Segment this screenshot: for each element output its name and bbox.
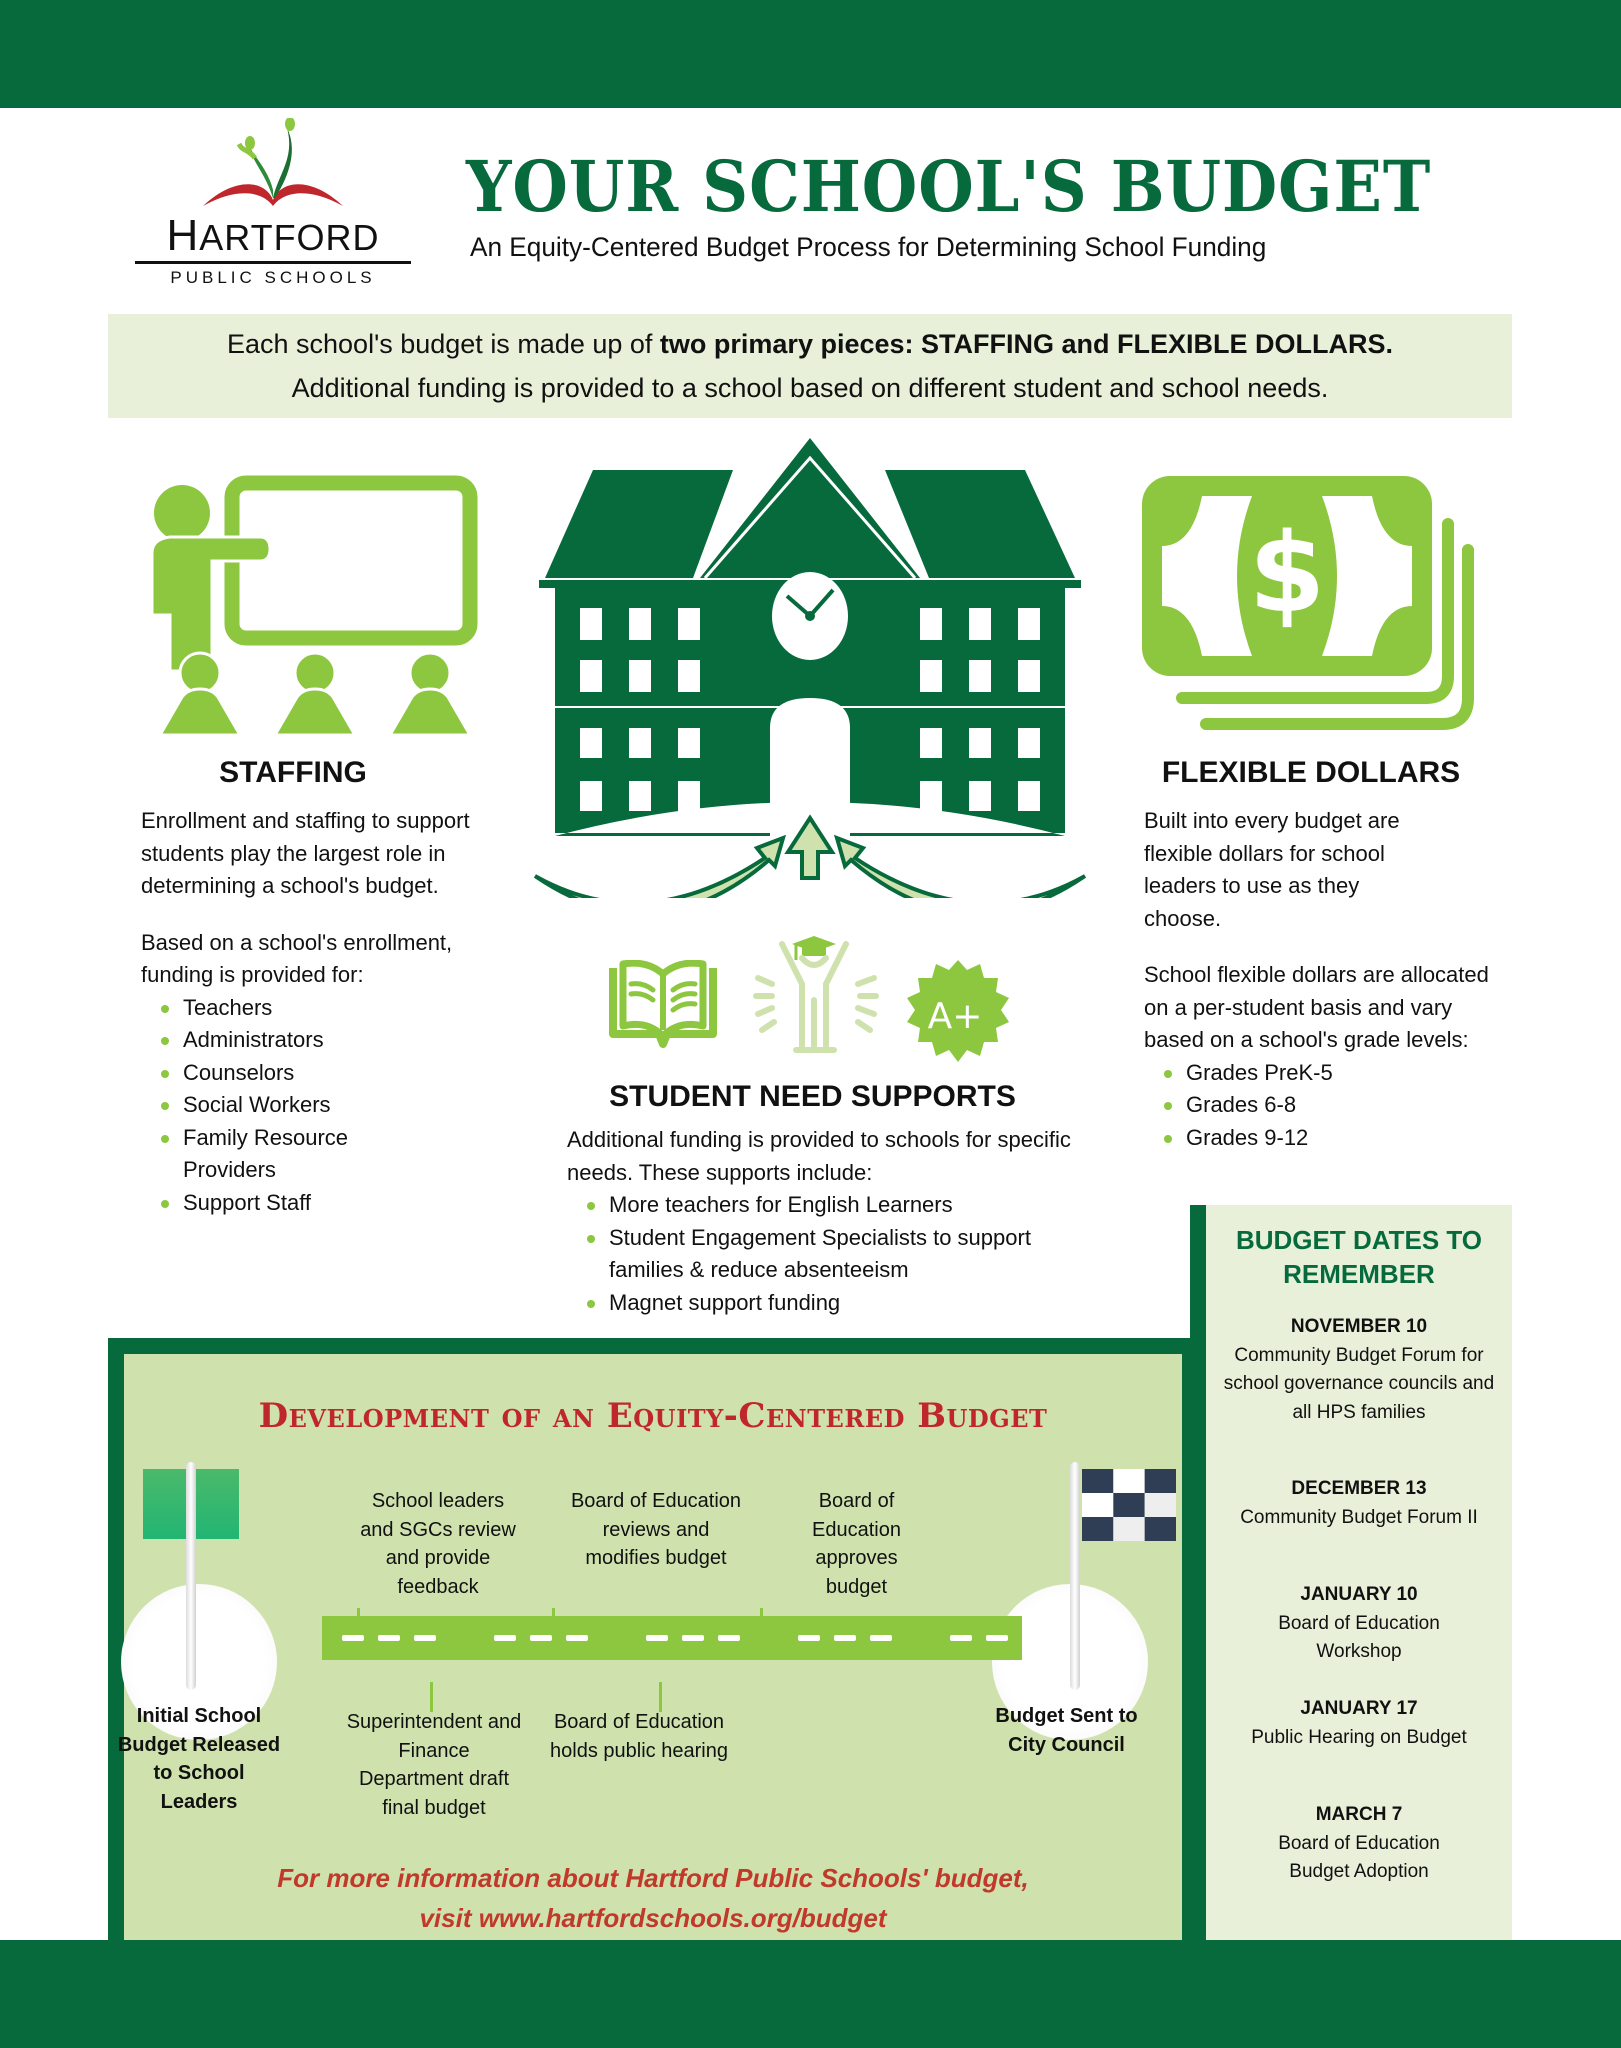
sprout-book-logo-icon: [195, 118, 345, 208]
timeline-road: [322, 1616, 1022, 1660]
page-title: YOUR SCHOOL'S BUDGET: [466, 145, 1432, 228]
more-info-line1: For more information about Hartford Public Schools' budget,: [277, 1863, 1029, 1893]
more-info-link[interactable]: visit www.hartfordschools.org/budget: [419, 1903, 887, 1933]
development-title: Development of an Equity-Centered Budget: [258, 1396, 1048, 1436]
intro-line2: Additional funding is provided to a school based on different student and school needs.: [291, 373, 1329, 403]
start-flag-pole: [186, 1462, 196, 1690]
date-desc: Board of Education Workshop: [1278, 1612, 1440, 1662]
more-info: [124, 1858, 1182, 1938]
staffing-list: [141, 992, 481, 1220]
road-dashes: [342, 1635, 1142, 1641]
date-label: JANUARY 10: [1300, 1584, 1418, 1605]
date-label: MARCH 7: [1315, 1804, 1403, 1825]
list-item: Student Engagement Specialists to support families & reduce absenteeism: [567, 1222, 1057, 1287]
list-item: Social Workers: [141, 1089, 481, 1122]
top-banner: [0, 0, 1621, 108]
student-supports-list: [567, 1189, 1087, 1319]
flexible-dollars-text: [1144, 805, 1514, 1154]
student-supports-heading: STUDENT NEED SUPPORTS: [609, 1080, 1016, 1113]
date-item: [1206, 1475, 1512, 1532]
checkered-flag-icon: [1082, 1469, 1176, 1541]
dates-accent-bar: [1190, 1205, 1206, 1940]
list-item: Family Resource Providers: [141, 1122, 381, 1187]
finish-flag-pole: [1070, 1462, 1080, 1690]
staffing-para1: Enrollment and staffing to support students play the largest role in determining a school's budget.: [141, 808, 470, 898]
list-item: Support Staff: [141, 1187, 481, 1220]
date-desc: Public Hearing on Budget: [1251, 1726, 1467, 1748]
flexible-list: [1144, 1057, 1514, 1155]
student-supports-text: [567, 1124, 1087, 1319]
logo-name: HARTFORD: [166, 211, 380, 260]
svg-text:A+: A+: [927, 996, 983, 1037]
bottom-banner: [0, 1940, 1621, 2048]
budget-dates-panel: [1190, 1205, 1512, 1940]
svg-text:$: $: [1248, 509, 1326, 637]
step-public-hearing: Board of Education holds public hearing: [550, 1711, 728, 1762]
a-plus-badge-icon: [905, 958, 1011, 1064]
page-subtitle: An Equity-Centered Budget Process for Determining School Funding: [470, 232, 1267, 262]
hartford-logo: [135, 118, 411, 288]
date-label: JANUARY 17: [1300, 1698, 1418, 1719]
date-item: [1206, 1581, 1512, 1667]
step-boe-approves: Board of Education approves budget: [812, 1490, 901, 1598]
intro-line1-bold: two primary pieces: STAFFING and FLEXIBLE DOLLARS.: [659, 329, 1393, 359]
step-superintendent-draft: Superintendent and Finance Department draft final budget: [346, 1711, 522, 1819]
list-item: Grades 6-8: [1144, 1089, 1514, 1122]
date-desc: Community Budget Forum for school governance councils and all HPS families: [1223, 1344, 1495, 1423]
logo-subtitle: PUBLIC SCHOOLS: [170, 268, 376, 287]
list-item: Counselors: [141, 1057, 481, 1090]
flexible-para1: Built into every budget are flexible dollars for school leaders to use as they choose.: [1144, 808, 1400, 931]
start-label: Initial School Budget Released to School Leaders: [117, 1705, 281, 1813]
step-boe-reviews: Board of Education reviews and modifies budget: [570, 1490, 742, 1569]
list-item: Grades 9-12: [1144, 1122, 1514, 1155]
step-sgc-review: School leaders and SGCs review and provide feedback: [360, 1490, 516, 1598]
student-supports-para: Additional funding is provided to schools for specific needs. These supports include:: [567, 1127, 1071, 1185]
money-bills-icon: [1142, 476, 1482, 732]
flexible-dollars-heading: FLEXIBLE DOLLARS: [1161, 756, 1461, 789]
end-label: Budget Sent to City Council: [995, 1705, 1138, 1756]
logo-divider: [135, 261, 411, 264]
date-item: [1206, 1801, 1512, 1887]
date-item: [1206, 1695, 1512, 1752]
staffing-text: [141, 805, 481, 1219]
list-item: More teachers for English Learners: [567, 1189, 1087, 1222]
date-label: DECEMBER 13: [1291, 1478, 1427, 1499]
list-item: Grades PreK-5: [1144, 1057, 1514, 1090]
list-item: Administrators: [141, 1024, 481, 1057]
open-book-icon: [607, 960, 719, 1050]
school-building-icon: [525, 438, 1095, 898]
dates-title: BUDGET DATES TO REMEMBER: [1235, 1225, 1483, 1289]
flexible-para2: School flexible dollars are allocated on a per-student basis and vary based on a school's grade levels:: [1144, 962, 1489, 1052]
date-item: [1206, 1313, 1512, 1427]
intro-line1-text: Each school's budget is made up of: [226, 329, 660, 359]
teacher-presentation-icon: [140, 475, 480, 735]
date-label: NOVEMBER 10: [1290, 1316, 1428, 1337]
staffing-para2: Based on a school's enrollment, funding is provided for:: [141, 929, 453, 987]
staffing-heading: STAFFING: [219, 756, 367, 789]
graduate-celebrating-icon: [752, 930, 880, 1055]
list-item: Teachers: [141, 992, 481, 1025]
date-desc: Community Budget Forum II: [1240, 1506, 1478, 1528]
list-item: Magnet support funding: [567, 1287, 1087, 1320]
intro-banner: [108, 314, 1512, 418]
date-desc: Board of Education Budget Adoption: [1278, 1832, 1440, 1882]
